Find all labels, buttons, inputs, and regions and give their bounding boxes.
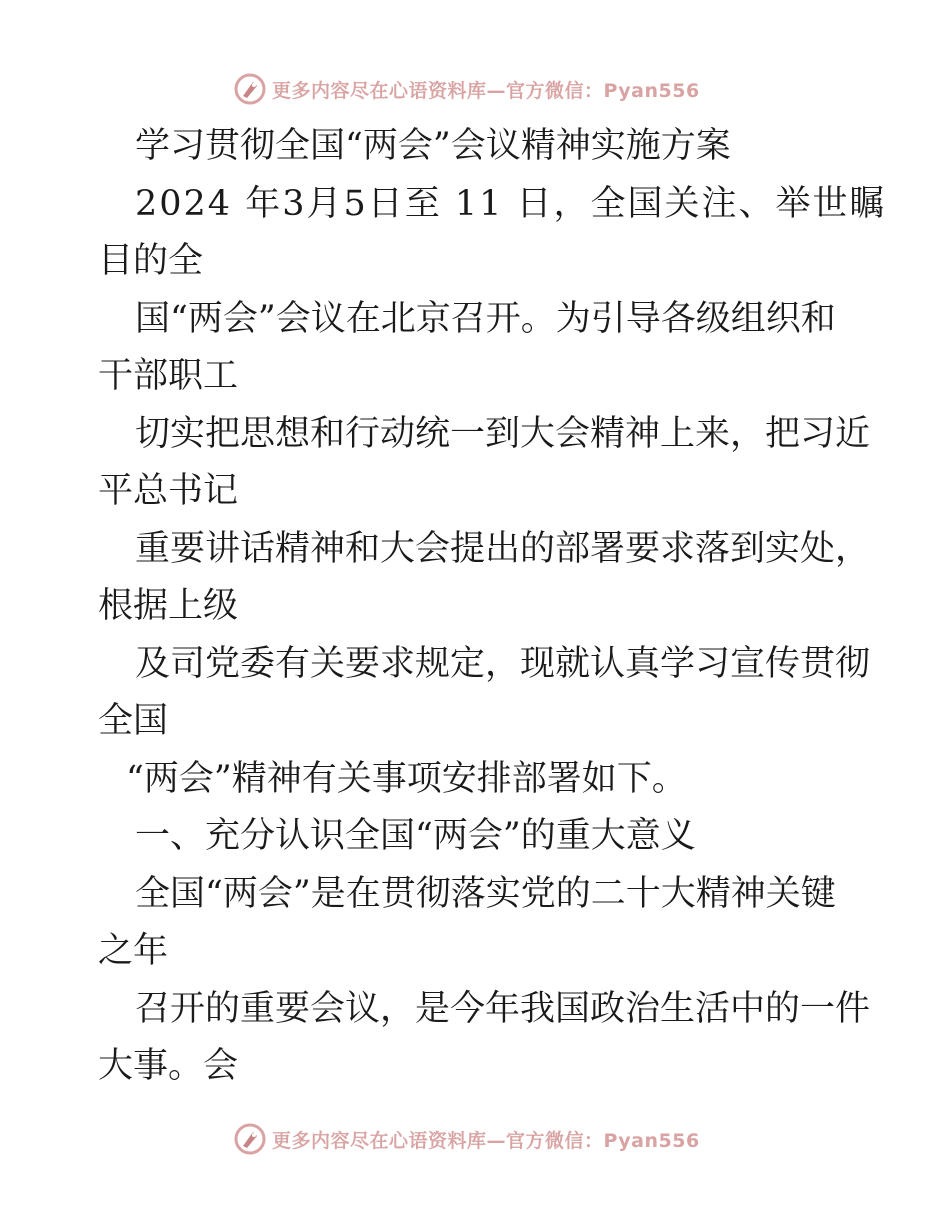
text-line: 2024 年3月5日至 11 日，全国关注、举世瞩: [135, 183, 887, 224]
document-title: 学习贯彻全国“两会”会议精神实施方案: [135, 126, 731, 166]
section-heading: 一、充分认识全国“两会”的重大意义: [135, 816, 696, 856]
text-line: 大事。会: [98, 1046, 239, 1086]
text-line: 平总书记: [98, 471, 239, 511]
text-line: 召开的重要会议，是今年我国政治生活中的一件: [135, 988, 871, 1029]
text-line: 干部职工: [98, 356, 239, 396]
watermark-banner-top: [0, 70, 950, 110]
text-line: 国“两会”会议在北京召开。为引导各级组织和: [135, 298, 836, 339]
watermark-text: 更多内容尽在心语资料库—官方微信：Pyan556: [272, 1130, 700, 1152]
document-body: [98, 118, 887, 1096]
watermark-text: 更多内容尽在心语资料库—官方微信：Pyan556: [272, 80, 700, 102]
watermark-banner-bottom: [0, 1120, 950, 1160]
text-line: 根据上级: [98, 586, 239, 626]
text-line: “两会”精神有关事项安排部署如下。: [126, 758, 687, 799]
text-line: 全国: [98, 701, 169, 741]
pen-nib-logo-icon: [233, 72, 267, 106]
text-line: 之年: [98, 931, 169, 971]
text-line: 及司党委有关要求规定，现就认真学习宣传贯彻: [135, 643, 871, 684]
text-line: 全国“两会”是在贯彻落实党的二十大精神关键: [135, 873, 836, 914]
text-line: 切实把思想和行动统一到大会精神上来，把习近: [135, 413, 871, 454]
pen-nib-logo-icon: [233, 1122, 267, 1156]
text-line: 目的全: [98, 241, 204, 281]
text-line: 重要讲话精神和大会提出的部署要求落到实处，: [135, 528, 871, 569]
